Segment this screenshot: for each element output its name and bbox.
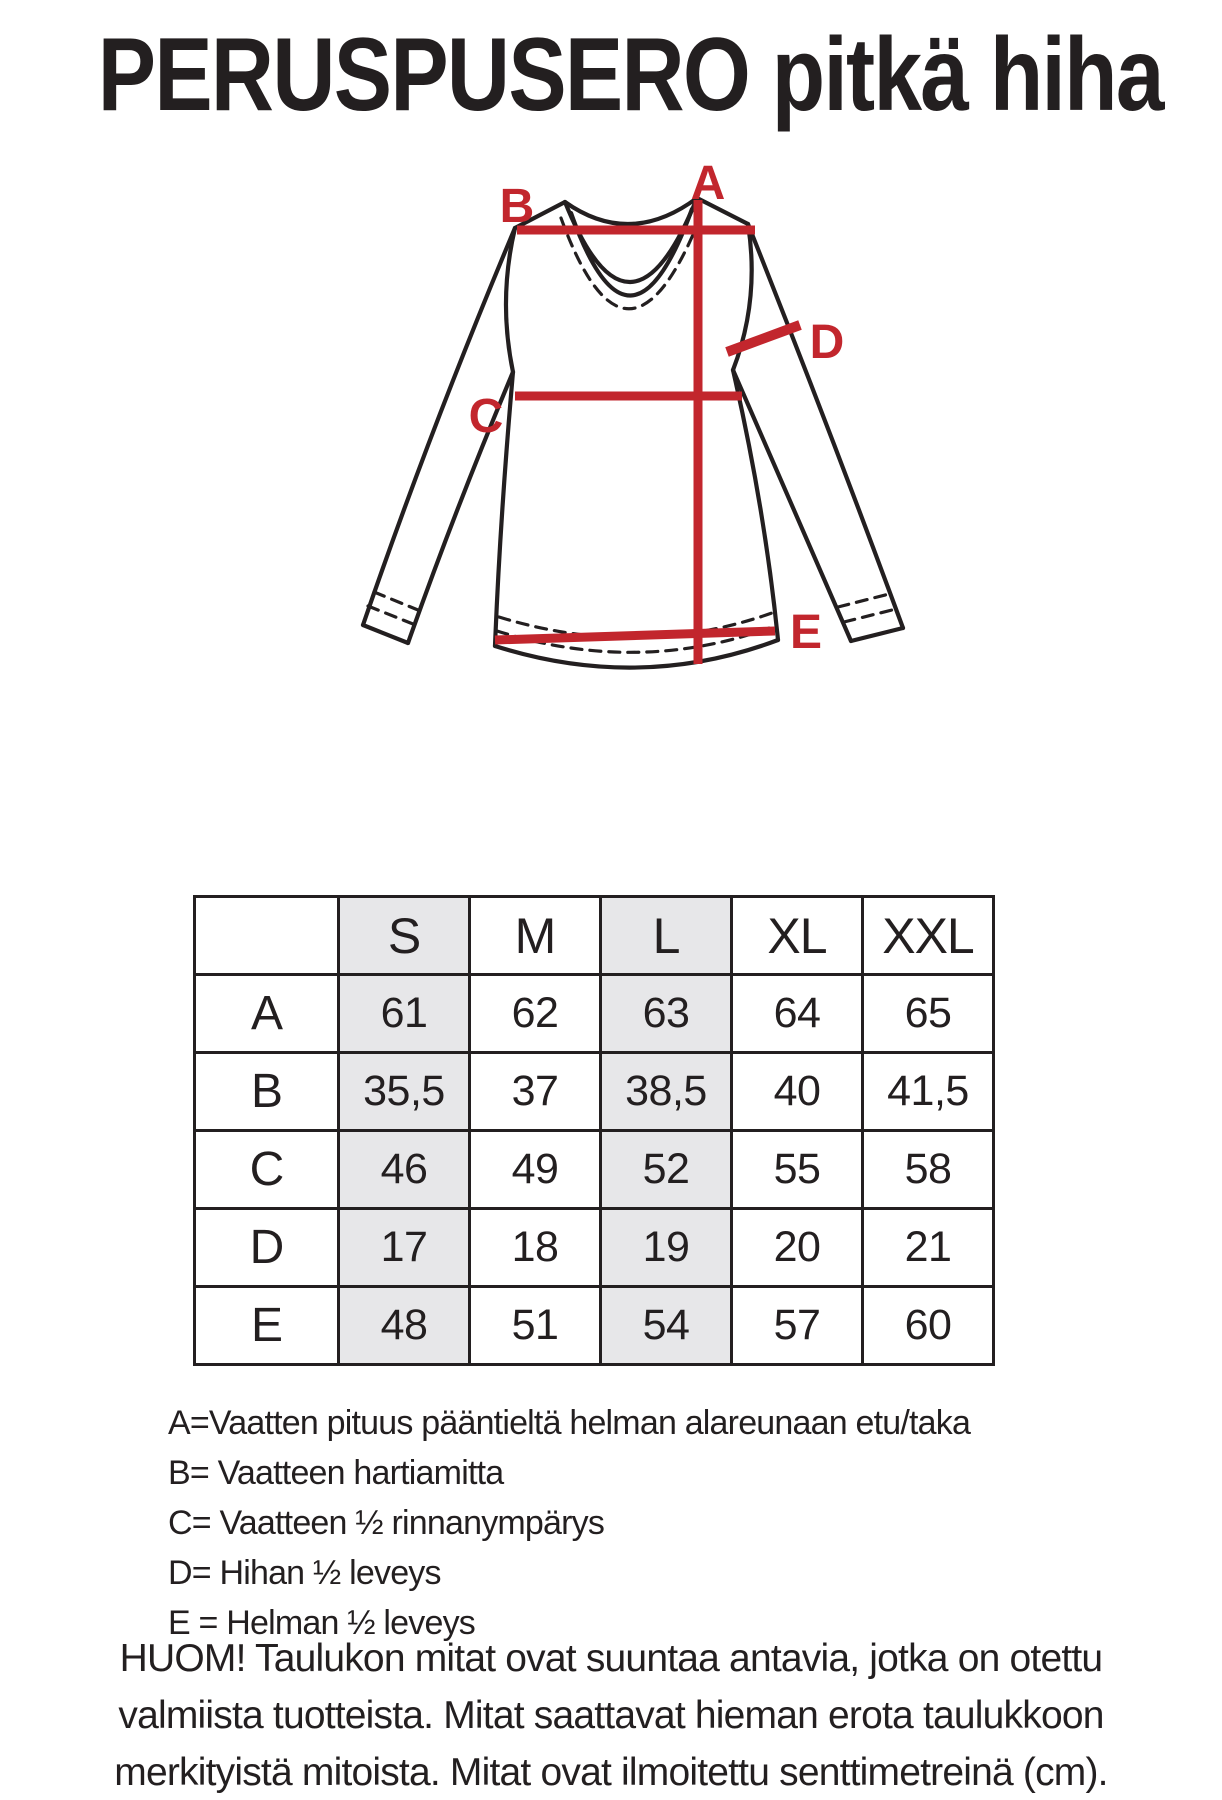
legend-item-d: D= Hihan ½ leveys [168,1554,441,1592]
table-row-a [195,975,994,1053]
cell-a-l: 63 [601,975,732,1053]
measure-label-c: C [468,390,504,443]
cell-b-m: 37 [470,1053,601,1131]
cell-a-m: 62 [470,975,601,1053]
legend-item-e: E = Helman ½ leveys [168,1604,476,1642]
cell-a-s: 61 [339,975,470,1053]
cell-d-s: 17 [339,1209,470,1287]
row-label-a: A [195,975,339,1053]
cell-d-xxl: 21 [863,1209,994,1287]
row-label-b: B [195,1053,339,1131]
column-header-xl: XL [732,897,863,975]
cell-a-xxl: 65 [863,975,994,1053]
note-line-1: HUOM! Taulukon mitat ovat suuntaa antavia, jotka on otettu [119,1637,1103,1680]
measurement-lines [495,200,800,664]
measure-label-e: E [789,606,823,659]
cell-a-xl: 64 [732,975,863,1053]
right-cuff-stitch-2 [838,594,889,607]
measure-line-d [727,325,800,352]
size-table-header-row [195,897,994,975]
cell-d-m: 18 [470,1209,601,1287]
column-header-l: L [601,897,732,975]
cell-e-m: 51 [470,1287,601,1365]
cell-e-l: 54 [601,1287,732,1365]
right-cuff-edge [851,628,903,641]
column-header-xxl: XXL [863,897,994,975]
note-line-2: valmiista tuotteista. Mitat saattavat hieman erota taulukkoon [118,1694,1104,1737]
measure-label-b: B [499,180,535,233]
page-title: PERUSPUSERO pitkä hiha [97,17,1163,133]
cell-e-xl: 57 [732,1287,863,1365]
row-label-c: C [195,1131,339,1209]
column-header-m: M [470,897,601,975]
left-cuff-stitch-1 [368,606,413,624]
legend-item-b: B= Vaatteen hartiamitta [168,1454,504,1492]
left-cuff-stitch-2 [374,592,418,610]
measurement-legend [168,1398,970,1648]
row-label-e: E [195,1287,339,1365]
cell-e-s: 48 [339,1287,470,1365]
table-row-b [195,1053,994,1131]
row-label-d: D [195,1209,339,1287]
back-neckline [565,198,697,224]
shirt-outline [363,198,903,668]
size-table [193,895,995,1366]
cell-b-s: 35,5 [339,1053,470,1131]
cell-c-m: 49 [470,1131,601,1209]
left-cuff-edge [363,625,408,643]
cell-b-xxl: 41,5 [863,1053,994,1131]
cell-c-xxl: 58 [863,1131,994,1209]
cell-c-l: 52 [601,1131,732,1209]
body-right-seam [733,370,778,640]
corner-cell [195,897,339,975]
shirt-measurement-diagram [330,130,940,710]
measure-label-d: D [809,316,845,369]
cell-e-xxl: 60 [863,1287,994,1365]
table-row-c [195,1131,994,1209]
cell-b-l: 38,5 [601,1053,732,1131]
measure-label-a: A [690,157,726,210]
table-row-d [195,1209,994,1287]
right-sleeve-inner [733,370,851,641]
cell-d-xl: 20 [732,1209,863,1287]
note-line-3: merkityistä mitoista. Mitat ovat ilmoitettu senttimetreinä (cm). [114,1751,1108,1794]
cell-b-xl: 40 [732,1053,863,1131]
column-header-s: S [339,897,470,975]
disclaimer-note [0,1630,1222,1800]
cell-d-l: 19 [601,1209,732,1287]
cell-c-s: 46 [339,1131,470,1209]
right-cuff-stitch-1 [844,609,896,622]
cell-c-xl: 55 [732,1131,863,1209]
legend-item-c: C= Vaatteen ½ rinnanympärys [168,1504,605,1542]
table-row-e [195,1287,994,1365]
legend-item-a: A=Vaatten pituus pääntieltä helman alareunaan etu/taka [168,1404,971,1442]
